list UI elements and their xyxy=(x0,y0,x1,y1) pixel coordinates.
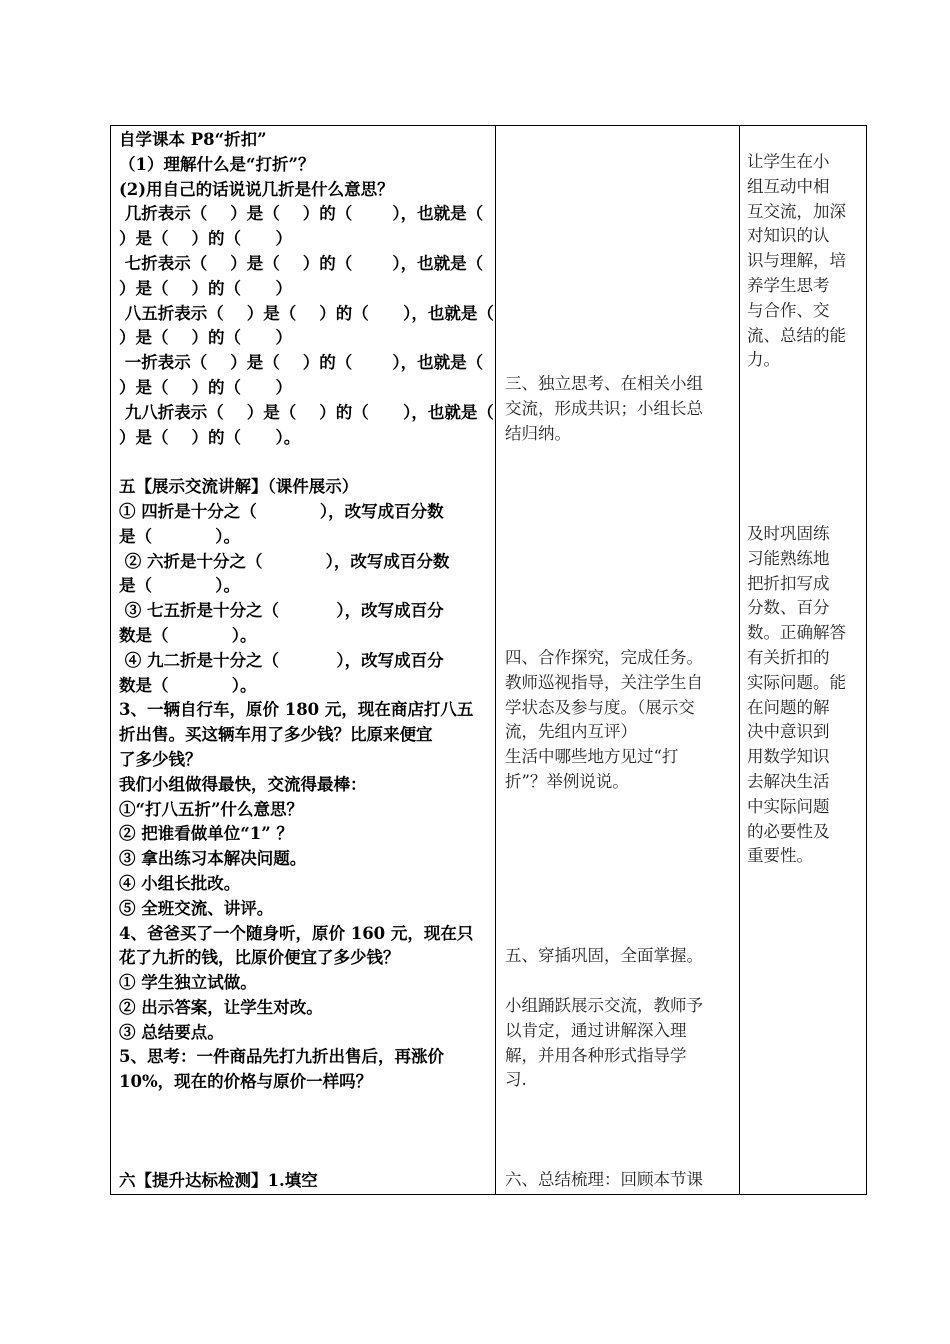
text-line: ④ 小组长批改。 xyxy=(119,873,241,893)
text-line: 交流，形成共识；小组长总 xyxy=(505,398,703,418)
text-line: ① 学生独立试做。 xyxy=(119,973,257,993)
text-line: 是（ ）。 xyxy=(119,526,240,546)
text-line: 了多少钱？ xyxy=(119,749,202,769)
text-line: ② 把谁看做单位“1” ？ xyxy=(119,824,293,844)
text-line: (2)用自己的话说说几折是什么意思？ xyxy=(119,179,394,199)
text-line: 对知识的认 xyxy=(747,226,830,246)
text-line: 4、爸爸买了一个随身听，原价 160 元，现在只 xyxy=(119,923,474,943)
text-line: 我们小组做得最快，交流得最棒： xyxy=(119,774,367,794)
text-line: 一折表示（ ）是（ ）的（ ），也就是（ xyxy=(119,353,484,373)
text-line: 10%，现在的价格与原价一样吗？ xyxy=(119,1072,373,1092)
text-line: 四、合作探究，完成任务。 xyxy=(505,648,703,667)
text-line xyxy=(119,450,489,475)
process-block-4 xyxy=(505,646,735,795)
text-line: 用数学知识 xyxy=(747,747,830,767)
text-line: 与合作、交 xyxy=(747,300,830,320)
text-line: 以肯定，通过讲解深入理 xyxy=(505,1020,687,1040)
student-activity-column xyxy=(111,126,495,1194)
text-line: ①“打八五折”什么意思？ xyxy=(119,799,303,819)
text-line: ② 六折是十分之（ ），改写成百分数 xyxy=(119,551,450,571)
text-line: 六【提升达标检测】1.填空 xyxy=(119,1171,318,1191)
text-line: 把折扣写成 xyxy=(747,573,830,593)
text-line: 折出售。买这辆车用了多少钱？比原来便宜 xyxy=(119,725,433,745)
text-line: ④ 九二折是十分之（ ），改写成百分 xyxy=(119,650,444,670)
text-line: 有关折扣的 xyxy=(747,647,830,667)
text-line: 小组踊跃展示交流，教师予 xyxy=(505,996,703,1015)
text-line: 数。正确解答 xyxy=(747,623,846,643)
process-block-6 xyxy=(505,1168,735,1193)
text-line: ）是（ ）的（ ） xyxy=(119,229,292,249)
text-line: 结归纳。 xyxy=(505,423,571,443)
text-line: 花了九折的钱，比原价便宜了多少钱？ xyxy=(119,948,400,968)
text-line xyxy=(119,1120,489,1145)
text-line: 5、思考：一件商品先打九折出售后，再涨价 xyxy=(119,1047,444,1067)
text-line: 九八折表示（ ）是（ ）的（ ），也就是（ xyxy=(119,402,494,422)
process-block-3 xyxy=(505,372,735,446)
teaching-process-column xyxy=(496,126,739,1194)
text-line: 自学课本 P8“折扣” xyxy=(119,130,267,149)
text-line: ③ 拿出练习本解决问题。 xyxy=(119,849,307,869)
text-line: 组互动中相 xyxy=(747,176,830,196)
text-line: 流、总结的能 xyxy=(747,325,846,345)
text-line: ）是（ ）的（ ）。 xyxy=(119,427,301,447)
text-line: ）是（ ）的（ ） xyxy=(119,377,292,397)
text-line: 让学生在小 xyxy=(747,152,830,171)
text-line: 及时巩固练 xyxy=(747,524,830,543)
text-line: 五、穿插巩固，全面掌握。 xyxy=(505,946,703,965)
text-line: ① 四折是十分之（ ），改写成百分数 xyxy=(119,501,444,521)
text-line: 互交流，加深 xyxy=(747,201,846,221)
text-line: 数是（ ）。 xyxy=(119,625,257,645)
process-block-group xyxy=(505,994,735,1093)
text-line: 养学生思考 xyxy=(747,275,830,295)
text-line: 六、总结梳理：回顾本节课 xyxy=(505,1170,703,1189)
text-line: 识与理解，培 xyxy=(747,251,846,271)
text-line: ）是（ ）的（ ） xyxy=(119,328,292,348)
intent-block-1 xyxy=(747,150,863,373)
text-line xyxy=(119,1095,489,1120)
text-line: ③ 七五折是十分之（ ），改写成百分 xyxy=(119,601,444,621)
text-line: 的必要性及 xyxy=(747,821,830,841)
text-line: ② 出示答案，让学生对改。 xyxy=(119,997,323,1017)
text-line: 重要性。 xyxy=(747,846,813,866)
text-line: 3、一辆自行车，原价 180 元，现在商店打八五 xyxy=(119,700,474,720)
text-line: 实际问题。能 xyxy=(747,672,846,692)
text-line: 教师巡视指导，关注学生自 xyxy=(505,672,703,692)
lesson-plan-table xyxy=(110,125,867,1195)
text-line: 几折表示（ ）是（ ）的（ ），也就是（ xyxy=(119,204,484,224)
text-line: 中实际问题 xyxy=(747,796,830,816)
text-line: 去解决生活 xyxy=(747,771,830,791)
text-line: 五【展示交流讲解】（课件展示） xyxy=(119,477,359,497)
text-line: 是（ ）。 xyxy=(119,576,240,596)
text-line: 习. xyxy=(505,1070,527,1090)
text-line: 力。 xyxy=(747,350,780,370)
design-intent-column xyxy=(740,126,867,1194)
text-line: 七折表示（ ）是（ ）的（ ），也就是（ xyxy=(119,253,484,273)
text-line: ⑤ 全班交流、讲评。 xyxy=(119,898,274,918)
text-line: 解，并用各种形式指导学 xyxy=(505,1045,687,1065)
text-line: ）是（ ）的（ ） xyxy=(119,278,292,298)
text-line: 在问题的解 xyxy=(747,697,830,717)
text-line: 数是（ ）。 xyxy=(119,675,257,695)
text-line: ③ 总结要点。 xyxy=(119,1022,224,1042)
text-line: 流，先组内互评） xyxy=(505,722,637,742)
text-line: 决中意识到 xyxy=(747,722,830,742)
intent-block-2 xyxy=(747,522,863,869)
text-line: （1）理解什么是“打折”？ xyxy=(119,154,315,174)
process-block-5 xyxy=(505,944,735,969)
text-line: 习能熟练地 xyxy=(747,548,830,568)
text-line: 八五折表示（ ）是（ ）的（ ），也就是（ xyxy=(119,303,494,323)
text-line xyxy=(119,1145,489,1170)
text-line: 生活中哪些地方见过“打 xyxy=(505,747,679,767)
text-line: 学状态及参与度。（展示交 xyxy=(505,697,695,717)
text-line: 折”？举例说说。 xyxy=(505,771,629,791)
text-line: 三、独立思考、在相关小组 xyxy=(505,374,703,393)
text-line: 分数、百分 xyxy=(747,598,830,618)
